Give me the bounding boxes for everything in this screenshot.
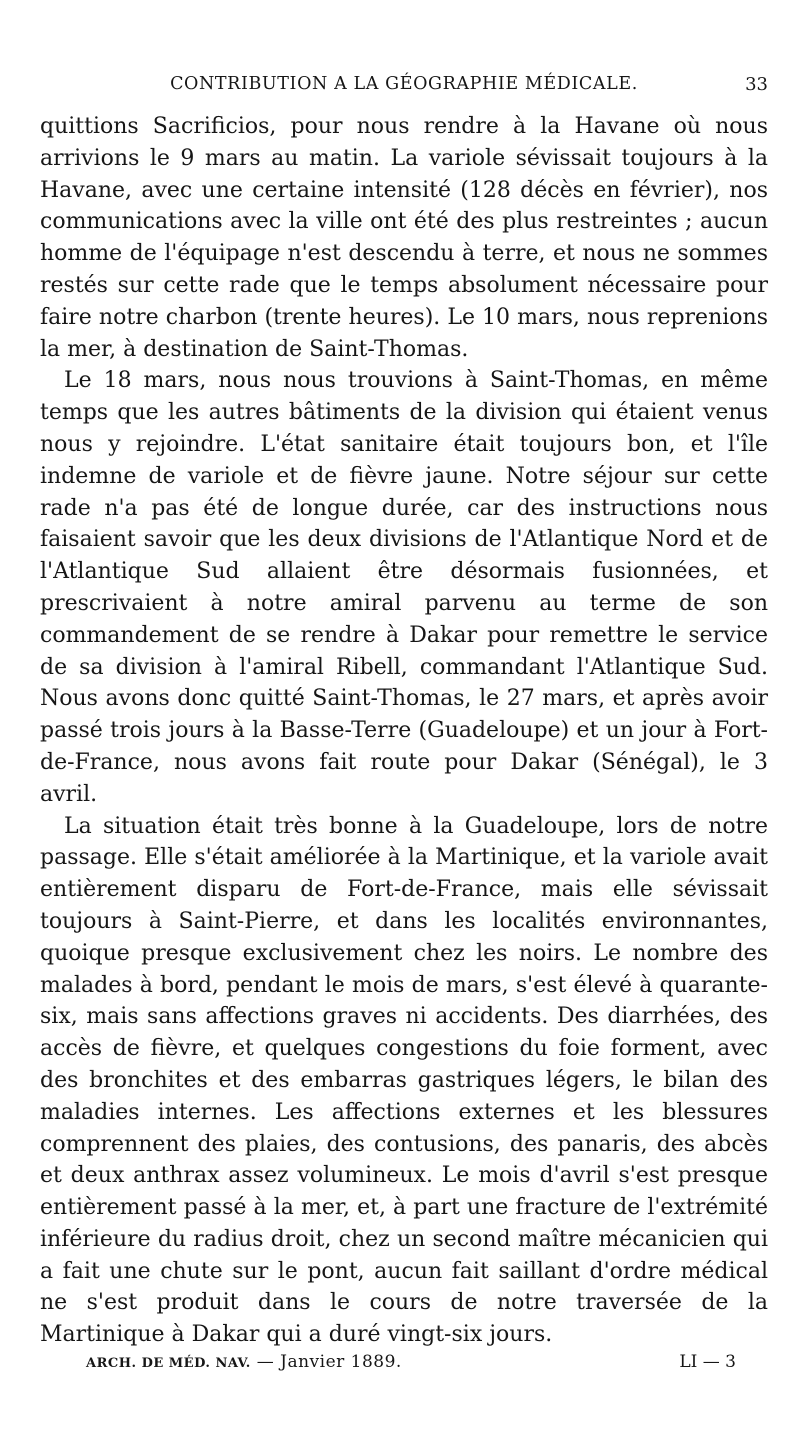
signature-mark: LI — 3 <box>679 1352 736 1372</box>
running-head: CONTRIBUTION A LA GÉOGRAPHIE MÉDICALE. <box>170 74 638 94</box>
paragraph-havane: quittions Sacrificios, pour nous rendre à la Havane où nous arrivions le 9 mars au matin. La variole sévissait toujours à la Havane, avec une certaine intensité (128 décès en février), nos communications avec la ville ont été des plus restreintes ; aucun homme de l'équipage n'est descendu à terre, et nous ne sommes restés sur cette rade que le temps absolument nécessaire pour faire notre charbon (trente heures). Le 10 mars, nous reprenions la mer, à destination de Saint-Thomas. <box>40 114 768 362</box>
page-footer <box>86 1352 736 1380</box>
issue-date: Janvier 1889. <box>280 1352 402 1372</box>
paragraph-guadeloupe-martinique: La situation était très bonne à la Guadeloupe, lors de notre passage. Elle s'était améliorée à la Martinique, et la variole avait entièrement disparu de Fort-de-France, mais elle sévissait toujours à Saint-Pierre, et dans les localités environnantes, quoique presque exclusivement chez les noirs. Le nombre des malades à bord, pendant le mois de mars, s'est élevé à quarante-six, mais sans affections graves ni accidents. Des diarrhées, des accès de fièvre, et quelques congestions du foie forment, avec des bronchites et des embarras gastriques légers, le bilan des maladies internes. Les affections externes et les blessures comprennent des plaies, des contusions, des panaris, des abcès et deux anthrax assez volumineux. Le mois d'avril s'est presque entièrement passé à la mer, et, à part une fracture de l'extrémité inférieure du radius droit, chez un second maître mécanicien qui a fait une chute sur le pont, aucun fait saillant d'ordre médical ne s'est produit dans le cours de notre traversée de la Martinique à Dakar qui a duré vingt-six jours. <box>40 813 768 1348</box>
body-text <box>40 111 768 1351</box>
journal-abbreviation: ARCH. DE MÉD. NAV. <box>86 1356 251 1371</box>
page-header <box>40 74 768 104</box>
paragraph-saint-thomas: Le 18 mars, nous nous trouvions à Saint-Thomas, en même temps que les autres bâtiments de la division qui étaient venus nous y rejoindre. L'état sanitaire était toujours bon, et l'île indemne de variole et de fièvre jaune. Notre séjour sur cette rade n'a pas été de longue durée, car des instructions nous faisaient savoir que les deux divisions de l'Atlantique Nord et de l'Atlantique Sud allaient être désormais fusionnées, et prescrivaient à notre amiral parvenu au terme de son commandement de se rendre à Dakar pour remettre le service de sa division à l'amiral Ribell, commandant l'Atlantique Sud. Nous avons donc quitté Saint-Thomas, le 27 mars, et après avoir passé trois jours à la Basse-Terre (Guadeloupe) et un jour à Fort-de-France, nous avons fait route pour Dakar (Sénégal), le 3 avril. <box>40 368 768 807</box>
footer-separator: — <box>256 1352 275 1372</box>
page-number: 33 <box>745 74 768 95</box>
footer-citation <box>86 1352 402 1372</box>
